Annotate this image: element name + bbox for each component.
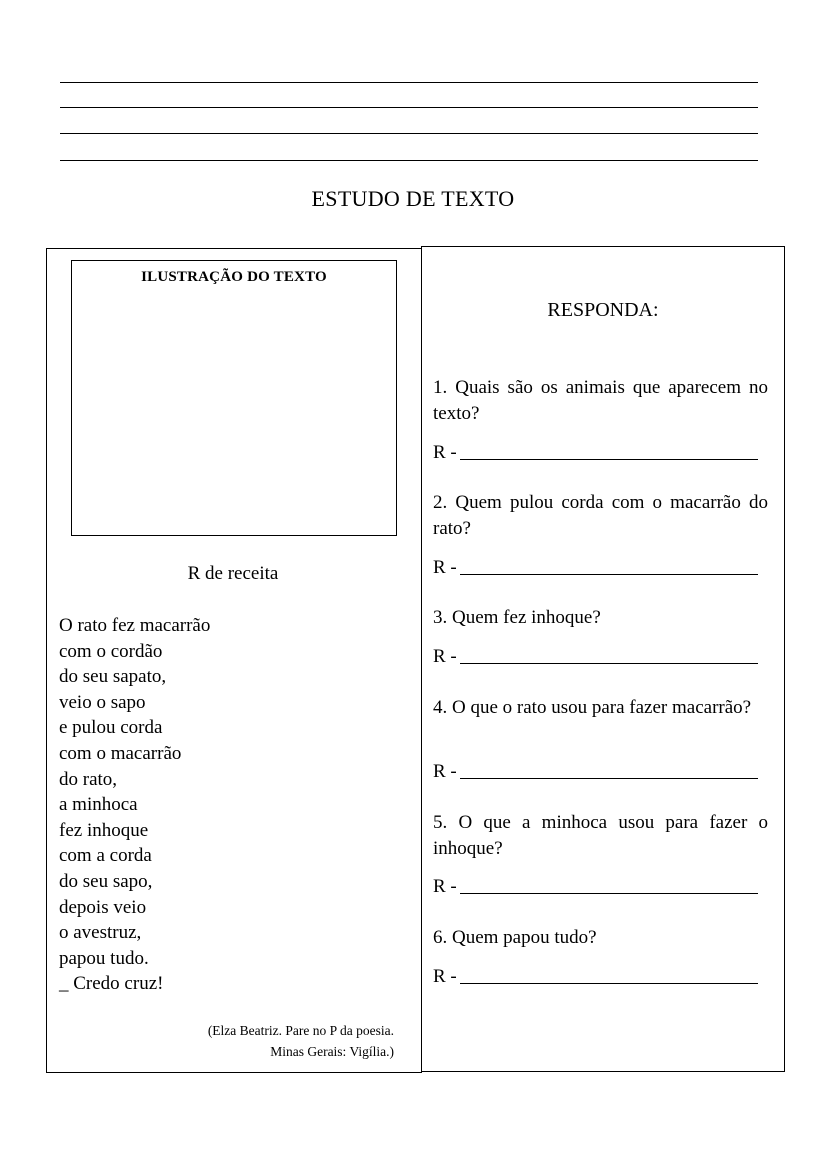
answer-prefix: R - (433, 761, 457, 782)
poem-line: do rato, (59, 768, 118, 790)
writing-line-3 (60, 133, 758, 134)
answer-4[interactable] (433, 759, 768, 785)
illustration-box[interactable] (71, 260, 397, 536)
question-4: 4. O que o rato usou para fazer macarrão? (433, 697, 752, 718)
question-6: 6. Quem papou tudo? (433, 927, 597, 948)
credit-line: (Elza Beatriz. Pare no P da poesia. (207, 1023, 394, 1038)
question-1: 1. Quais são os animais que aparecem no texto? (433, 377, 768, 424)
poem-line: depois veio (59, 896, 147, 918)
question-5: 5. O que a minhoca usou para fazer o inhoque? (433, 812, 768, 859)
poem-line: o avestruz, (59, 922, 142, 944)
answer-prefix: R - (433, 646, 457, 667)
poem-line: com a corda (59, 845, 152, 867)
poem-line: com o macarrão (59, 742, 182, 764)
poem-credit (208, 1020, 394, 1062)
text-panel (46, 248, 422, 1073)
question-3: 3. Quem fez inhoque? (433, 607, 601, 628)
answer-3[interactable] (433, 644, 768, 670)
answer-prefix: R - (433, 876, 457, 897)
answer-line (460, 459, 758, 460)
answer-2[interactable] (433, 555, 768, 581)
page-title: ESTUDO DE TEXTO (311, 186, 515, 211)
answer-prefix: R - (433, 966, 457, 987)
poem-line: _ Credo cruz! (59, 973, 164, 995)
answer-line (460, 983, 758, 984)
questions-panel (421, 246, 785, 1072)
poem-line: fez inhoque (59, 819, 149, 841)
poem-line: papou tudo. (59, 947, 149, 969)
answer-6[interactable] (433, 964, 768, 990)
writing-line-1 (60, 82, 758, 83)
poem-line: do seu sapo, (59, 870, 153, 892)
poem-line: O rato fez macarrão (59, 615, 211, 636)
poem-line: e pulou corda (59, 717, 163, 739)
answer-line (460, 778, 758, 779)
respond-heading: RESPONDA: (547, 299, 659, 321)
answer-5[interactable] (433, 874, 768, 900)
credit-line: Minas Gerais: Vigília.) (270, 1044, 394, 1059)
answer-prefix: R - (433, 442, 457, 463)
poem-line: a minhoca (59, 794, 138, 816)
poem-line: veio o sapo (59, 691, 146, 713)
answer-prefix: R - (433, 557, 457, 578)
answer-1[interactable] (433, 440, 768, 466)
answer-line (460, 574, 758, 575)
poem-body (59, 613, 210, 997)
poem-line: do seu sapato, (59, 666, 167, 688)
writing-line-4 (60, 160, 758, 161)
poem-line: com o cordão (59, 640, 163, 662)
writing-line-2 (60, 107, 758, 108)
answer-line (460, 663, 758, 664)
answer-line (460, 893, 758, 894)
poem-title: R de receita (187, 563, 279, 584)
illustration-label: ILUSTRAÇÃO DO TEXTO (141, 269, 327, 285)
question-2: 2. Quem pulou corda com o macarrão do rato? (433, 492, 768, 539)
